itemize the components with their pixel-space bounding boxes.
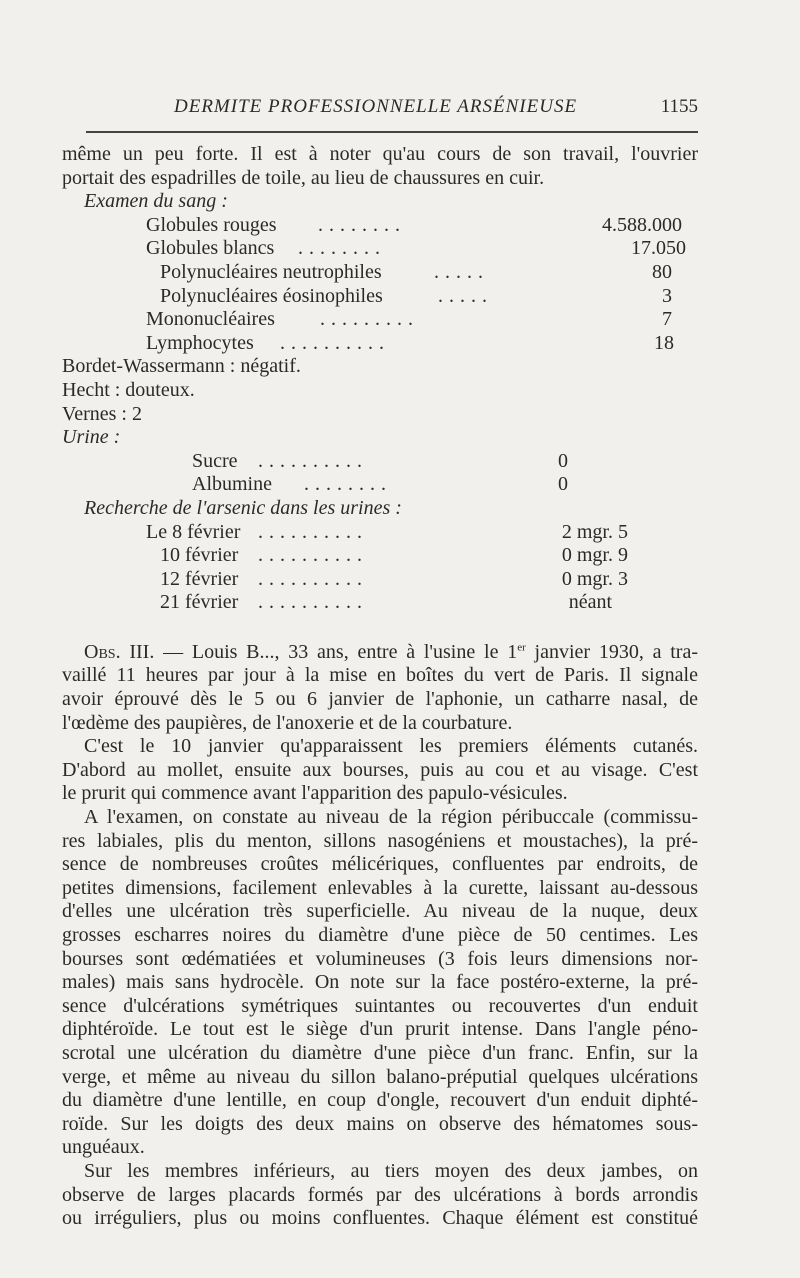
arsenic-row-value: néant — [568, 591, 612, 614]
leader-dots: ........ — [318, 213, 406, 236]
leader-dots: ........ — [298, 237, 386, 260]
urine-row — [62, 450, 698, 474]
text-line: du diamètre d'une lentille, en coup d'ongle, recouvert d'un enduit diphté- — [62, 1089, 698, 1112]
text-line: petites dimensions, facilement enlevables à la curette, laissant au-dessous — [62, 876, 698, 899]
arsenic-row-label: 12 février — [160, 567, 239, 590]
blood-row-label: Globules blancs — [146, 237, 275, 260]
section-gap — [62, 615, 698, 641]
leader-dots: ..... — [438, 284, 493, 307]
arsenic-row-value: 0 mgr. 9 — [561, 544, 628, 567]
text-line: males) mais sans hydrocèle. On note sur la face postéro-externe, la pré- — [62, 971, 698, 994]
blood-row-label: Polynucléaires neutrophiles — [160, 260, 382, 283]
arsenic-row — [62, 521, 698, 545]
urine-row-label: Sucre — [192, 449, 238, 472]
text-line: diphtéroïde. Le tout est le siège d'un prurit intense. Dans l'angle péno- — [62, 1018, 698, 1041]
arsenic-heading: Recherche de l'arsenic dans les urines : — [84, 496, 402, 519]
header-rule — [86, 131, 698, 133]
leader-dots: ..... — [434, 260, 489, 283]
text-line: sence d'ulcérations symétriques suintantes ou recouvertes d'un enduit — [62, 994, 698, 1017]
urine-row-value: 0 — [558, 449, 568, 472]
test-line: Vernes : 2 — [62, 402, 142, 425]
blood-row-value: 80 — [652, 260, 672, 283]
page-number: 1155 — [660, 96, 698, 117]
blood-row-label: Mononucléaires — [146, 308, 275, 331]
urine-row — [62, 473, 698, 497]
text-line: bourses sont œdématiées et volumineuses (3 fois leurs dimensions nor- — [62, 947, 698, 970]
blood-row-value: 3 — [662, 284, 672, 307]
test-line: Hecht : douteux. — [62, 378, 195, 401]
text-line: unguéaux. — [62, 1136, 145, 1159]
blood-row-label: Globules rouges — [146, 213, 277, 236]
leader-dots: .......... — [258, 449, 368, 472]
text-line: observe de larges placards formés par des ulcérations à bords arrondis — [62, 1183, 698, 1206]
text-line: avoir éprouvé dès le 5 ou 6 janvier de l'aphonie, un catharre nasal, de — [62, 688, 698, 711]
text-line: res labiales, plis du menton, sillons nasogéniens et moustaches), la pré- — [62, 829, 698, 852]
obs-label: Obs. III. — [84, 640, 155, 663]
blood-exam-heading: Examen du sang : — [84, 190, 228, 213]
test-line: Bordet-Wassermann : négatif. — [62, 355, 301, 378]
leader-dots: .......... — [258, 591, 368, 614]
blood-row — [62, 332, 698, 356]
text-line: grosses escharres noires du diamètre d'une pièce de 50 centimes. Les — [62, 924, 698, 946]
superscript: er — [517, 641, 526, 654]
text-line: sence de nombreuses croûtes mélicériques, confluentes par endroits, de — [62, 853, 698, 876]
arsenic-row-value: 0 mgr. 3 — [561, 567, 628, 590]
urine-row-value: 0 — [558, 473, 568, 496]
text-line: Sur les membres inférieurs, au tiers moyen des deux jambes, on — [84, 1159, 698, 1182]
blood-row-value: 18 — [654, 331, 674, 354]
blood-row-value: 4.588.000 — [602, 213, 682, 236]
blood-row-label: Lymphocytes — [146, 331, 254, 354]
arsenic-row-label: 21 février — [160, 591, 239, 614]
text-line: le prurit qui commence avant l'apparition des papulo-vésicules. — [62, 782, 568, 805]
leader-dots: .......... — [258, 544, 368, 567]
blood-row — [62, 214, 698, 238]
text-line: scrotal une ulcération du diamètre d'une pièce d'un franc. Enfin, sur la — [62, 1041, 698, 1064]
text-line: roïde. Sur les doigts des deux mains on observe des hématomes sous- — [62, 1112, 698, 1135]
obs-text: — Louis B..., 33 ans, entre à l'usine le 1 — [154, 640, 518, 663]
text-line: l'œdème des paupières, de l'anoxerie et de la courbature. — [62, 711, 513, 734]
arsenic-row-label: Le 8 février — [146, 520, 241, 543]
urine-heading: Urine : — [62, 426, 121, 449]
arsenic-row-label: 10 février — [160, 544, 239, 567]
text-line: D'abord au mollet, ensuite aux bourses, puis au cou et au visage. C'est — [62, 758, 698, 781]
leader-dots: .......... — [258, 567, 368, 590]
leader-dots: ........ — [304, 473, 392, 496]
blood-row-value: 17.050 — [631, 237, 686, 260]
leader-dots: ......... — [320, 308, 419, 331]
text-line: d'elles une ulcération très superficielle. Au niveau de la nuque, deux — [62, 900, 698, 923]
text-line: A l'examen, on constate au niveau de la région péribuccale (commissu- — [84, 806, 698, 829]
arsenic-row — [62, 568, 698, 592]
running-title: DERMITE PROFESSIONNELLE ARSÉNIEUSE — [174, 96, 578, 117]
blood-row — [62, 308, 698, 332]
running-header — [174, 96, 698, 118]
leader-dots: .......... — [280, 331, 390, 354]
arsenic-row — [62, 544, 698, 568]
obs-text: janvier 1930, a tra- — [525, 640, 698, 663]
page-body — [62, 143, 698, 1231]
arsenic-row — [62, 591, 698, 615]
arsenic-row-value: 2 mgr. 5 — [561, 520, 628, 543]
text-line: même un peu forte. Il est à noter qu'au cours de son travail, l'ouvrier — [62, 143, 698, 165]
blood-row — [62, 261, 698, 285]
text-line: C'est le 10 janvier qu'apparaissent les premiers éléments cutanés. — [84, 735, 698, 758]
blood-row — [62, 285, 698, 309]
text-line: verge, et même au niveau du sillon balano-préputial quelques ulcérations — [62, 1065, 698, 1088]
blood-row — [62, 237, 698, 261]
urine-row-label: Albumine — [192, 473, 272, 496]
blood-row-value: 7 — [662, 308, 672, 331]
blood-row-label: Polynucléaires éosinophiles — [160, 284, 383, 307]
obs-first-line — [62, 641, 698, 665]
text-line: vaillé 11 heures par jour à la mise en boîtes du vert de Paris. Il signale — [62, 664, 698, 687]
leader-dots: .......... — [258, 520, 368, 543]
text-line: ou irréguliers, plus ou moins confluentes. Chaque élément est constitué — [62, 1207, 698, 1230]
text-line: portait des espadrilles de toile, au lieu de chaussures en cuir. — [62, 166, 545, 189]
